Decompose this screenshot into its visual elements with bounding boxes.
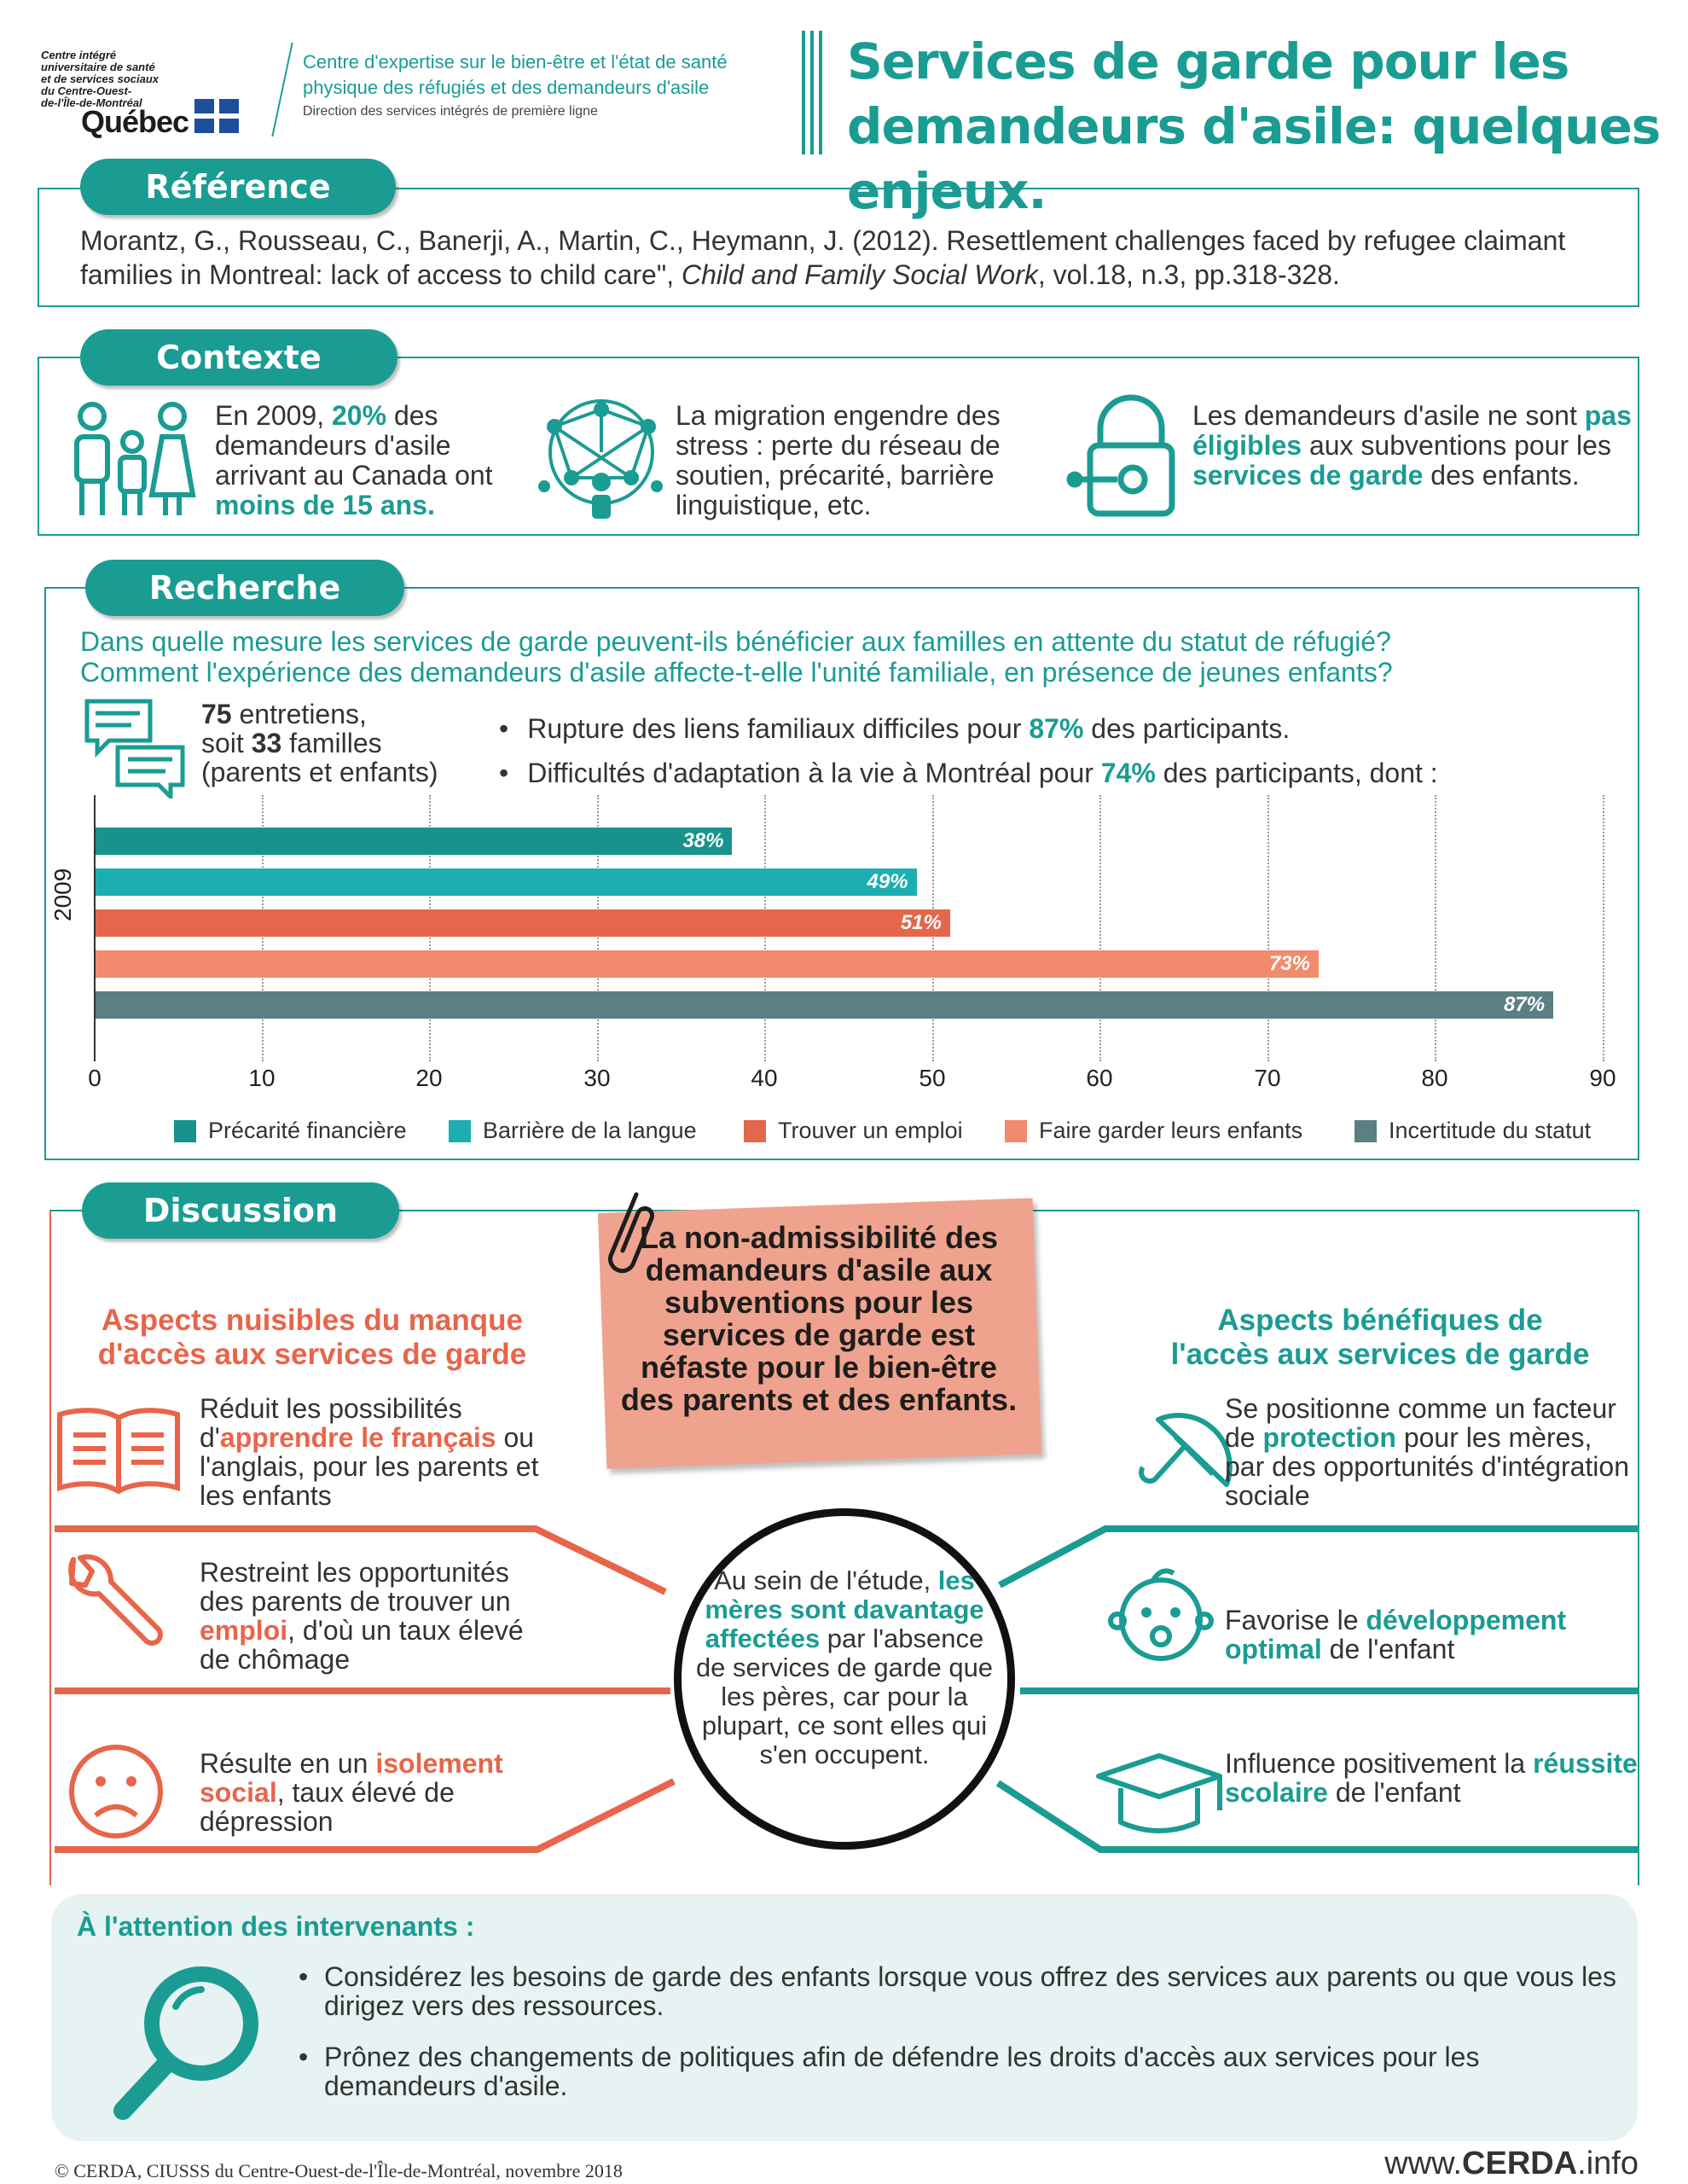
contexte-age-stat: En 2009, 20% des demandeurs d'asile arrivant au Canada ont moins de 15 ans.: [215, 400, 493, 520]
book-icon: [55, 1406, 183, 1500]
discussion-pill: Discussion: [82, 1182, 399, 1239]
x-tick-label: 40: [751, 1065, 778, 1091]
benefit-protection: Se positionne comme un facteur de protection pour les mères, par des opportunités d'intégration sociale: [1225, 1393, 1629, 1511]
bar-label: 49%: [867, 870, 908, 893]
bar-label: 38%: [682, 829, 724, 852]
ciusss-logo-text: Centre intégré universitaire de santé et de services sociaux du Centre-Ouest- de-l'Île-de-Montréal: [41, 49, 160, 109]
page-title: Services de garde pour les demandeurs d'asile: quelques enjeux.: [847, 32, 1661, 220]
x-tick-label: 50: [919, 1065, 946, 1091]
bar-label: 51%: [900, 911, 942, 934]
x-tick-label: 70: [1254, 1065, 1281, 1091]
sticky-note-text: La non-admissibilité des demandeurs d'asile aux subventions pour les services de garde est néfaste pour le bien-être des parents et des enfants.: [620, 1220, 1018, 1417]
x-tick-label: 90: [1589, 1065, 1616, 1091]
baby-icon: [1105, 1561, 1216, 1672]
contexte-eligibility: Les demandeurs d'asile ne sont pas éligibles aux subventions pour les services de garde des enfants.: [1192, 400, 1632, 491]
harm-isolation: Résulte en un isolement social, taux élevé de dépression: [200, 1748, 503, 1837]
recherche-pill: Recherche: [85, 560, 404, 616]
x-tick-label: 10: [248, 1065, 276, 1091]
mothers-circle-text: Au sein de l'étude, les mères sont davantage affectées par l'absence de services de garde que les pères, car pour la plupart, ce sont elles qui s'en occupent.: [695, 1565, 994, 1769]
recommendation-policy: • Prônez des changements de politiques afin de défendre les droits d'accès aux services pour les demandeurs d'asile.: [324, 2042, 1621, 2100]
wrench-icon: [56, 1553, 167, 1664]
x-tick-label: 30: [583, 1065, 611, 1091]
quebec-wordmark: Québec: [81, 104, 189, 139]
y-category-label: 2009: [49, 868, 76, 921]
contexte-pill: Contexte: [80, 329, 397, 386]
finding-adaptation: • Difficultés d'adaptation à la vie à Montréal pour 74% des participants, dont :: [499, 758, 1438, 789]
legend-garde: Faire garder leurs enfants: [1005, 1118, 1302, 1144]
recommendation-needs: • Considérez les besoins de garde des enfants lorsque vous offrez des services aux parents ou que vous les dirigez vers des ressources.: [324, 1962, 1621, 2020]
finding-family-ties: • Rupture des liens familiaux difficiles pour 87% des participants.: [499, 713, 1290, 745]
attention-title: À l'attention des intervenants :: [77, 1911, 475, 1942]
legend-incertitude: Incertitude du statut: [1354, 1118, 1591, 1144]
harmful-aspects-heading: Aspects nuisibles du manque d'accès aux services de garde: [97, 1304, 527, 1371]
legend-precarite: Précarité financière: [174, 1118, 407, 1144]
umbrella-icon: [1124, 1399, 1235, 1510]
reference-pill: Référence: [80, 159, 396, 215]
beneficial-aspects-heading: Aspects bénéfiques de l'accès aux services de garde: [1170, 1304, 1590, 1371]
legend-emploi: Trouver un emploi: [744, 1118, 963, 1144]
contexte-migration-stress: La migration engendre des stress : perte du réseau de soutien, précarité, barrière linguistique, etc.: [676, 400, 1001, 520]
x-tick-label: 20: [415, 1065, 443, 1091]
benefit-development: Favorise le développement optimal de l'enfant: [1225, 1605, 1567, 1664]
direction-name: Direction des services intégrés de première ligne: [303, 104, 598, 119]
x-tick-label: 0: [88, 1065, 102, 1091]
centre-name: Centre d'expertise sur le bien-être et l'état de santé physique des réfugiés et des demandeurs d'asile Direction des services intégrés de première ligne: [303, 49, 728, 123]
research-questions: Dans quelle mesure les services de garde peuvent-ils bénéficier aux familles en attente du statut de réfugié? Comment l'expérience des demandeurs d'asile affecte-t-elle l'unité familiale, en présence de jeunes enfants?: [80, 626, 1393, 688]
legend-langue: Barrière de la langue: [449, 1118, 697, 1144]
sad-face-icon: [65, 1740, 167, 1843]
graduation-cap-icon: [1095, 1751, 1223, 1844]
magnifier-icon: [107, 1955, 270, 2126]
x-tick-label: 80: [1421, 1065, 1448, 1091]
copyright-footer: © CERDA, CIUSSS du Centre-Ouest-de-l'Île-de-Montréal, novembre 2018: [55, 2160, 623, 2181]
reference-citation: Morantz, G., Rousseau, C., Banerji, A., Martin, C., Heymann, J. (2012). Resettlement challenges faced by refugee claimant families in Montreal: lack of access to child care", Child and Family Social Work, vol.18, n.3, pp.318-328.: [80, 225, 1566, 290]
harm-language: Réduit les possibilités d'apprendre le français ou l'anglais, pour les parents et les enfants: [200, 1393, 539, 1511]
harm-employment: Restreint les opportunités des parents de trouver un emploi, d'où un taux élevé de chômage: [200, 1557, 524, 1675]
bar-label: 87%: [1504, 993, 1546, 1016]
cerda-website-link[interactable]: www.CERDA.info: [1384, 2146, 1639, 2181]
bar-label: 73%: [1268, 952, 1311, 975]
x-tick-label: 60: [1086, 1065, 1113, 1091]
benefit-school: Influence positivement la réussite scolaire de l'enfant: [1225, 1748, 1638, 1808]
interview-count: 75 entretiens, soit 33 familles (parents et enfants): [201, 699, 438, 787]
